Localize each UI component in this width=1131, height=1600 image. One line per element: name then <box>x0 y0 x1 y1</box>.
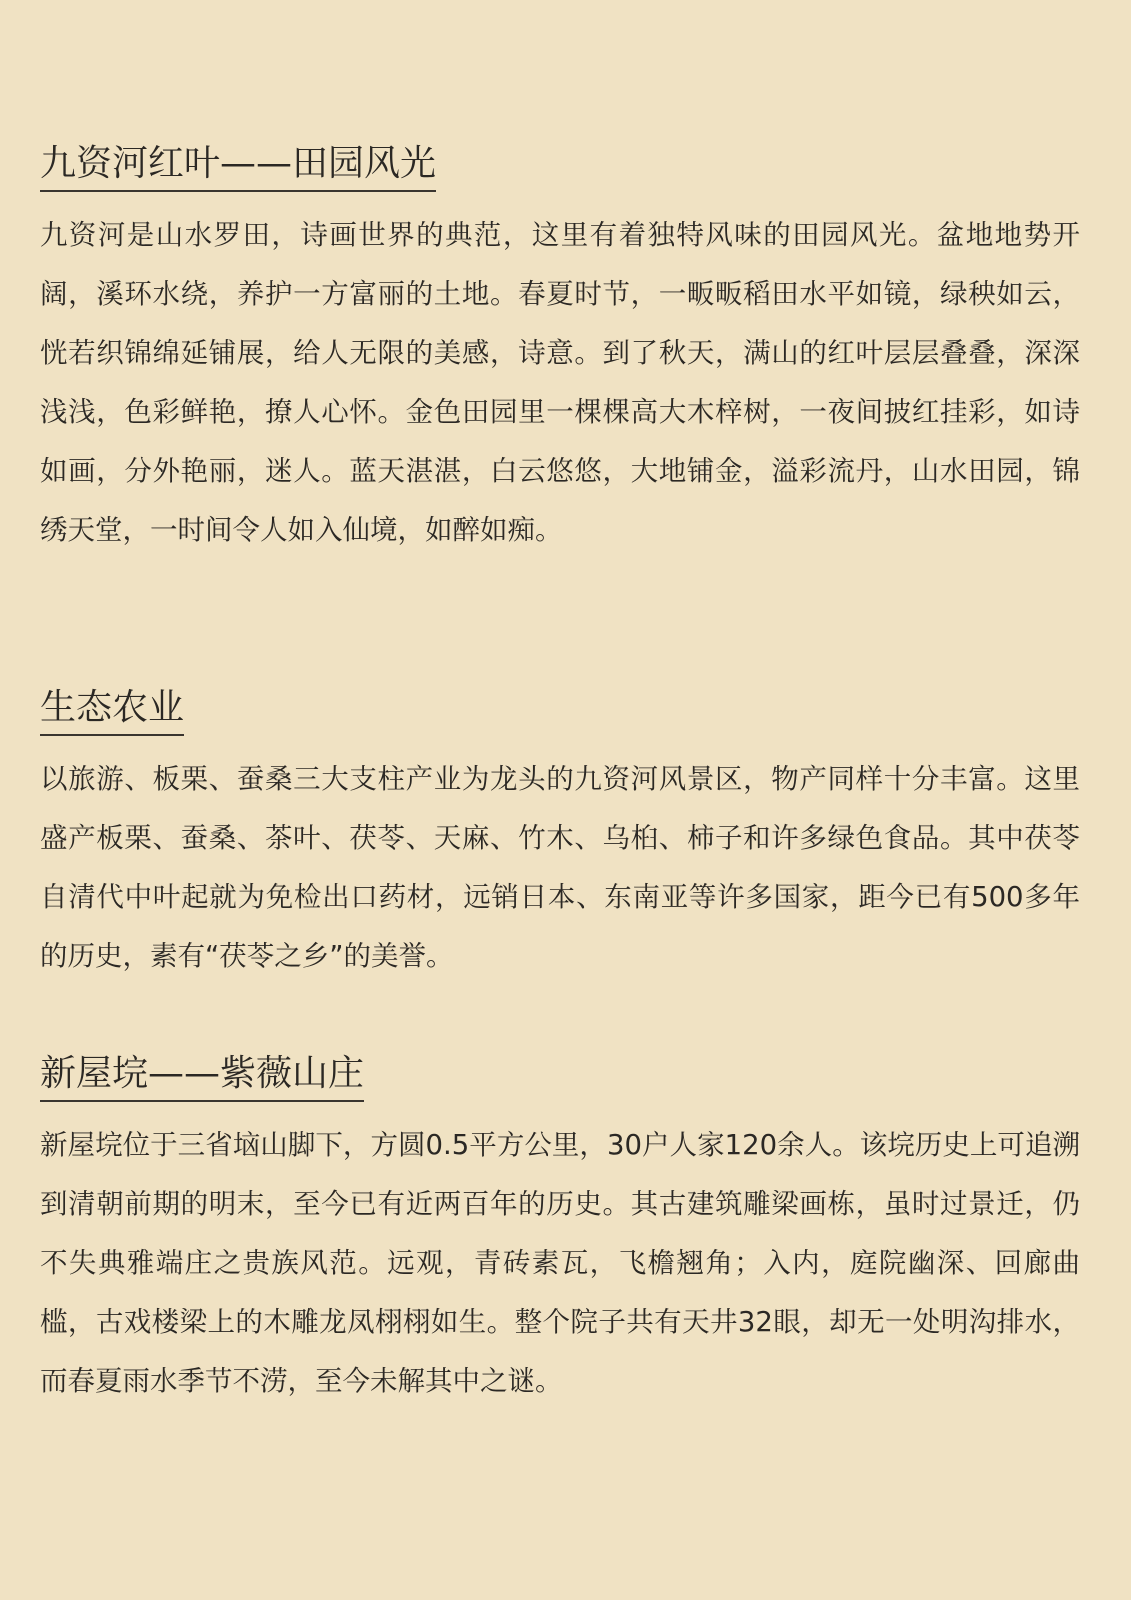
section-title: 九资河红叶——田园风光 <box>40 140 436 192</box>
section-eco-agriculture <box>40 684 1080 986</box>
section-red-leaves <box>40 140 1080 560</box>
section-body: 九资河是山水罗田，诗画世界的典范，这里有着独特风味的田园风光。盆地地势开阔，溪环水绕，养护一方富丽的土地。春夏时节，一畈畈稻田水平如镜，绿秧如云，恍若织锦绵延铺展，给人无限的美感，诗意。到了秋天，满山的红叶层层叠叠，深深浅浅，色彩鲜艳，撩人心怀。金色田园里一棵棵高大木梓树，一夜间披红挂彩，如诗如画，分外艳丽，迷人。蓝天湛湛，白云悠悠，大地铺金，溢彩流丹，山水田园，锦绣天堂，一时间令人如入仙境，如醉如痴。 <box>40 219 1080 546</box>
section-xinwuyuan <box>40 1050 1080 1411</box>
section-title: 新屋垸——紫薇山庄 <box>40 1050 364 1102</box>
section-body: 新屋垸位于三省垴山脚下，方圆0.5平方公里，30户人家120余人。该垸历史上可追溯到清朝前期的明末，至今已有近两百年的历史。其古建筑雕梁画栋，虽时过景迁，仍不失典雅端庄之贵族风范。远观，青砖素瓦，飞檐翘角；入内，庭院幽深、回廊曲槛，古戏楼梁上的木雕龙凤栩栩如生。整个院子共有天井32眼，却无一处明沟排水，而春夏雨水季节不涝，至今未解其中之谜。 <box>40 1129 1080 1397</box>
section-body: 以旅游、板栗、蚕桑三大支柱产业为龙头的九资河风景区，物产同样十分丰富。这里盛产板栗、蚕桑、茶叶、茯苓、天麻、竹木、乌桕、柿子和许多绿色食品。其中茯苓自清代中叶起就为免检出口药材，远销日本、东南亚等许多国家，距今已有500多年的历史，素有“茯苓之乡”的美誉。 <box>40 763 1080 972</box>
section-title: 生态农业 <box>40 684 184 736</box>
